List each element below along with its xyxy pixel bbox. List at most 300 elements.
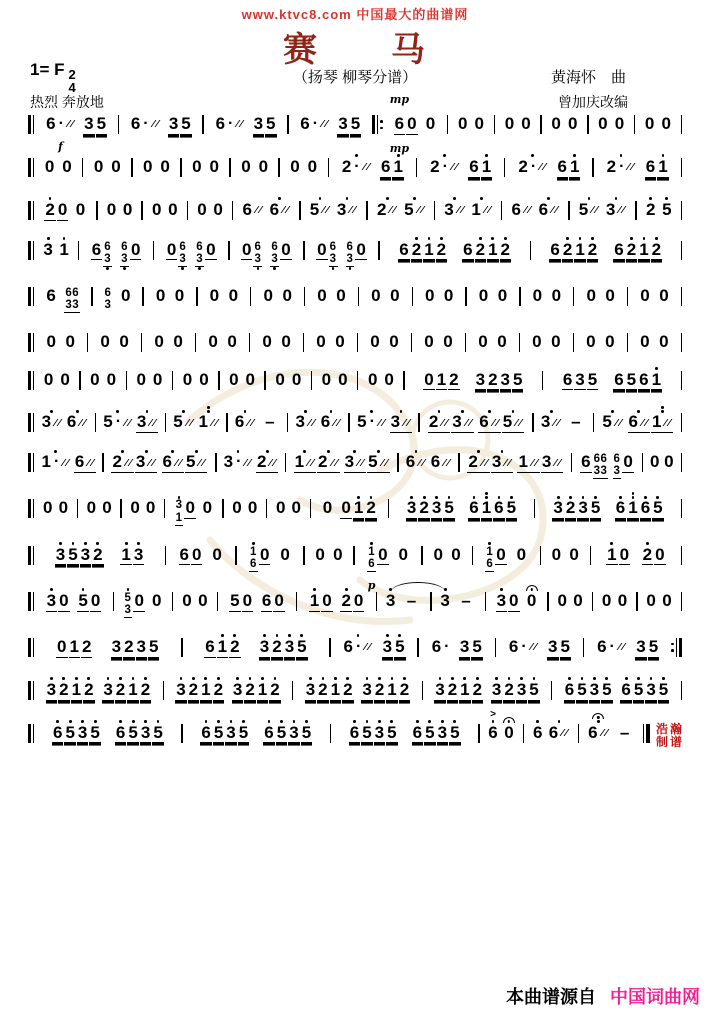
barline [533,499,536,518]
measure [90,322,139,359]
dash: – [461,590,471,610]
note: 1 [638,230,649,272]
barline [302,546,305,565]
measure [576,276,624,313]
composer: 黄海怀 曲 [550,69,626,86]
note: 3 [136,636,147,656]
note: 3 [338,114,348,133]
note: 1 [651,360,662,402]
barline [101,453,104,472]
measure [361,276,409,313]
chord-note: 6 3 [195,230,204,275]
barline [433,201,436,220]
barline [27,371,35,390]
chord-note: 6 3 [613,442,622,487]
barline [417,413,420,432]
note: 5 [172,402,194,439]
barline [415,158,418,177]
rest: 0 [212,544,222,564]
rest: 0 [202,498,213,518]
barline [572,287,575,306]
note: 3 [55,535,66,577]
note: 2 · [429,147,460,184]
note: 3 [253,114,264,133]
barline [477,724,480,743]
chord-note: 1 6 p [367,535,376,580]
meta-block [0,58,710,110]
barline [680,158,683,177]
measure [360,322,409,359]
note: 2 [244,670,255,712]
note: 3 [42,230,53,267]
note: 3 [605,190,627,227]
note: 6 [269,190,291,227]
rest: 0 [182,369,193,389]
note: 2 [587,230,598,272]
measure [391,488,532,530]
tremolo-icon [530,458,539,467]
measure [523,276,571,313]
barline [680,371,683,390]
note: 3 [516,670,527,712]
note: 6 [614,369,624,389]
measure [596,147,679,189]
note: 2 [124,636,134,656]
tremolo-icon [151,119,160,128]
rest: 0 [496,544,506,564]
note: 2 [188,670,199,712]
measure [422,402,530,441]
measure [185,627,328,669]
note: 2 [467,442,489,481]
page-title: 赛 马 [283,30,427,70]
note: 6 [510,190,532,227]
barline [680,681,683,700]
note: 6 [468,488,479,530]
barline [152,241,155,260]
measure [544,104,585,141]
tremolo-icon [66,119,75,128]
tremolo-icon [124,458,133,467]
tremolo-icon [600,728,609,737]
note: 3 [259,627,270,669]
barline [464,333,467,352]
note: 3 [541,442,563,481]
measure [595,581,634,618]
measure [630,276,678,313]
measure [167,488,220,533]
chord-note: 6 3 [104,286,112,311]
measure [526,713,576,750]
measure [252,322,301,359]
note: 3 [459,636,470,656]
rest: 0 [65,331,75,351]
measure [239,535,302,580]
barline [234,546,237,565]
rest: 0 [353,590,364,610]
barline [500,201,503,220]
footer-site-link[interactable]: 中国词曲网 [610,987,700,1007]
barline [130,158,133,177]
barline [171,592,174,611]
note: 1 [481,488,492,530]
barline [221,499,224,518]
chord-note: 6 3 [253,230,262,275]
note: 3 [475,369,486,389]
measure [468,322,517,359]
barline [263,371,266,390]
tremolo-icon [440,418,449,427]
note: 2 [140,670,151,712]
measure [206,104,285,146]
barline [164,546,167,565]
music-line [26,360,684,402]
note: 2 [488,369,498,389]
measure [419,147,502,189]
note: 1 [69,636,79,656]
tremolo-icon [185,418,194,427]
measure [469,276,517,313]
rest: 0 [378,544,388,564]
note: 5 [658,670,669,712]
note: 5 [77,581,88,620]
rest: 0 [317,239,327,259]
note: 3 [540,402,562,439]
rest: 0 [598,114,608,133]
note: 6 [381,156,391,176]
note: 3 [374,713,385,755]
rest: 0 [655,544,665,564]
note: 3 [382,627,393,669]
note: 3 [102,670,113,712]
subtitle: （扬琴 柳琴分谱） [292,69,418,86]
dash: – [265,412,275,432]
note: 3 [288,713,299,755]
tremolo-icon [147,458,156,467]
note: 5 [361,713,372,755]
measure [303,190,365,227]
note: 2 [475,230,486,272]
site-header-link[interactable]: www.ktvc8.com 中国最大的曲谱网 [241,7,469,22]
note: 6 [587,713,609,750]
barline [416,638,419,657]
rest: 0 [341,498,351,518]
measure [497,104,538,141]
measure [269,488,307,525]
measure [307,230,377,275]
rest: 0 [322,498,333,518]
measure [507,147,590,189]
note: 1 [200,670,211,712]
note: 2 [411,230,422,272]
rest: 0 [424,331,434,351]
barline [90,287,93,306]
rest: 0 [120,285,131,305]
rest: 0 [338,369,348,389]
note: 2 [562,230,573,272]
barline [347,413,350,432]
note: 1 · [40,442,71,479]
barline [591,592,594,611]
note: 6 · [508,627,539,664]
barline [680,287,683,306]
barline [27,681,35,700]
rest: 0 [307,156,318,176]
measure [36,276,89,321]
rest: 0 [106,369,117,389]
measure [36,670,160,712]
barline [163,499,166,518]
note: 5 [276,713,287,755]
note: 5 [502,402,524,441]
barline [140,201,143,220]
augmentation-dot: · [143,114,149,132]
rest: 0 [497,331,507,351]
augmentation-dot: · [115,413,122,431]
note: 1 [436,369,447,389]
measure [36,627,179,669]
measure [537,488,678,530]
note: 3 [552,488,563,530]
barline [464,287,467,306]
note: 1 [217,627,228,666]
note: 5 [576,670,587,712]
note: 6 · [299,104,330,141]
rest: 0 [229,369,239,389]
note: 6 [564,670,575,712]
rest: 0 [586,285,596,305]
note: 1 [481,147,492,189]
note: 3 [548,636,558,656]
music-line [26,402,684,441]
barline [27,115,35,134]
rest: 0 [356,239,366,259]
note: 3 [344,442,366,481]
tremolo-icon [523,205,532,214]
measure [551,581,590,618]
augmentation-dot: · [619,157,625,175]
rest: 0 [551,544,562,564]
tremolo-icon [356,458,365,467]
rest: 0 [384,369,394,389]
barline [539,546,542,565]
rest: 0 [245,369,255,389]
measure [639,190,679,227]
rest: 0 [152,369,163,389]
rest: 0 [605,331,615,351]
rest: 0 [661,114,671,133]
measure [545,360,678,402]
tremolo-icon [456,205,465,214]
barline [265,499,268,518]
rest: 0 [143,156,153,176]
tremolo-icon [330,458,339,467]
note: 5 · [356,402,387,439]
rest: 0 [398,544,408,564]
tremolo-icon [281,205,290,214]
measure [421,627,493,669]
note: 2 [374,670,385,712]
note: 2 [500,230,511,272]
music-line [26,578,684,626]
measure [306,322,355,359]
rest: 0 [336,285,346,305]
note: 5 [367,442,389,481]
note: 1 [606,535,617,574]
note: 3 [385,581,396,618]
note: 1 [569,147,580,189]
measure [185,713,328,755]
chord-note: 1 6 [249,535,258,580]
barline [680,546,683,565]
tremolo-icon [626,162,635,171]
barline [356,371,359,390]
note: 6 [320,402,342,439]
measure [382,230,528,272]
note: 2 [229,627,240,666]
rest: 0 [192,156,202,176]
note: 3 [575,369,585,389]
rest: 0 [209,285,220,305]
rest: 0 [367,369,378,389]
rest: 0 [551,114,561,133]
note: 5 [266,114,276,133]
measure [591,104,632,141]
barline [402,371,405,390]
note: 1 [651,402,673,441]
note: 6 [91,239,102,259]
note: 3 [439,581,450,618]
rest: 0 [62,156,72,176]
rest: 0 [151,199,162,219]
barline [626,333,629,352]
barline [27,201,35,220]
note: 5 [89,713,100,755]
barline [680,241,683,260]
note: 3 [491,442,513,481]
rest: 0 [241,156,251,176]
rest: 0 [282,285,292,305]
note: 1 [459,670,470,712]
rest: 0 [228,285,239,305]
barline [589,546,592,565]
measure [450,104,491,141]
note: 1 [353,488,364,530]
rest: 0 [145,498,156,518]
measure [95,276,141,319]
note: 1 [470,190,492,227]
barline [125,371,128,390]
rest: 0 [242,590,253,610]
note: 6 · [431,636,450,656]
tremolo-icon [348,205,357,214]
note: 2 [436,230,447,272]
note: 3 [577,488,588,530]
tremolo-icon [590,205,599,214]
note: 3 [225,713,236,755]
barline [248,333,251,352]
barline [541,371,544,390]
measure [144,322,193,359]
rest: 0 [90,590,101,610]
tremolo-icon [321,205,330,214]
barline [310,371,313,390]
note: 5 [394,627,405,669]
note: 3 [437,713,448,755]
note: 1 [197,402,219,439]
tremolo-icon [332,418,341,427]
barline [328,638,331,657]
rest: 0 [93,156,104,176]
measure [106,442,213,481]
tremolo-icon [235,119,244,128]
note: 1 [330,670,341,712]
barline [539,115,542,134]
augmentation-dot: · [236,453,242,471]
rest: 0 [75,199,86,219]
barline [216,592,219,611]
tremolo-icon [78,418,87,427]
rest: 0 [60,369,70,389]
tremolo-icon [514,418,523,427]
barline [352,546,355,565]
rest: 0 [134,590,144,610]
accent-mark: > [490,708,496,720]
barline [141,287,144,306]
note: 2 [418,488,429,530]
rest: 0 [182,590,192,610]
note: 3 [496,581,507,620]
rest: 0 [321,369,332,389]
rest: 0 [291,498,301,518]
barline [633,115,636,134]
measure [116,581,170,626]
rest: 0 [191,544,202,564]
measure [299,581,373,620]
note: 2 [81,636,92,656]
note: 2 [428,402,450,441]
note: 6 [205,636,215,656]
rest: 0 [640,331,650,351]
barline [375,592,378,611]
rest: 0 [557,590,567,610]
barline [586,115,589,134]
note: 2 [472,670,483,712]
note: 2 [503,670,514,712]
measure [36,190,94,229]
note: 1 [127,670,138,712]
rest: 0 [130,498,140,518]
measure [36,230,75,267]
note: 6 [405,442,427,479]
barline [217,371,220,390]
barline [284,453,287,472]
measure [370,190,432,227]
chord-note: 66 33 [64,276,80,321]
note: 6 [550,239,560,259]
rest: 0 [209,156,219,176]
note: 6 [349,713,360,755]
note: 6 [548,713,570,750]
note: > 6 [488,708,498,742]
augmentation-dot: · [312,114,319,132]
music-line [26,276,684,321]
arranger: 曾加庆改编 [558,94,628,110]
rest: 0 [586,331,596,351]
measure [145,190,185,227]
note: 1 [309,581,320,620]
note: 6 · [596,627,627,664]
